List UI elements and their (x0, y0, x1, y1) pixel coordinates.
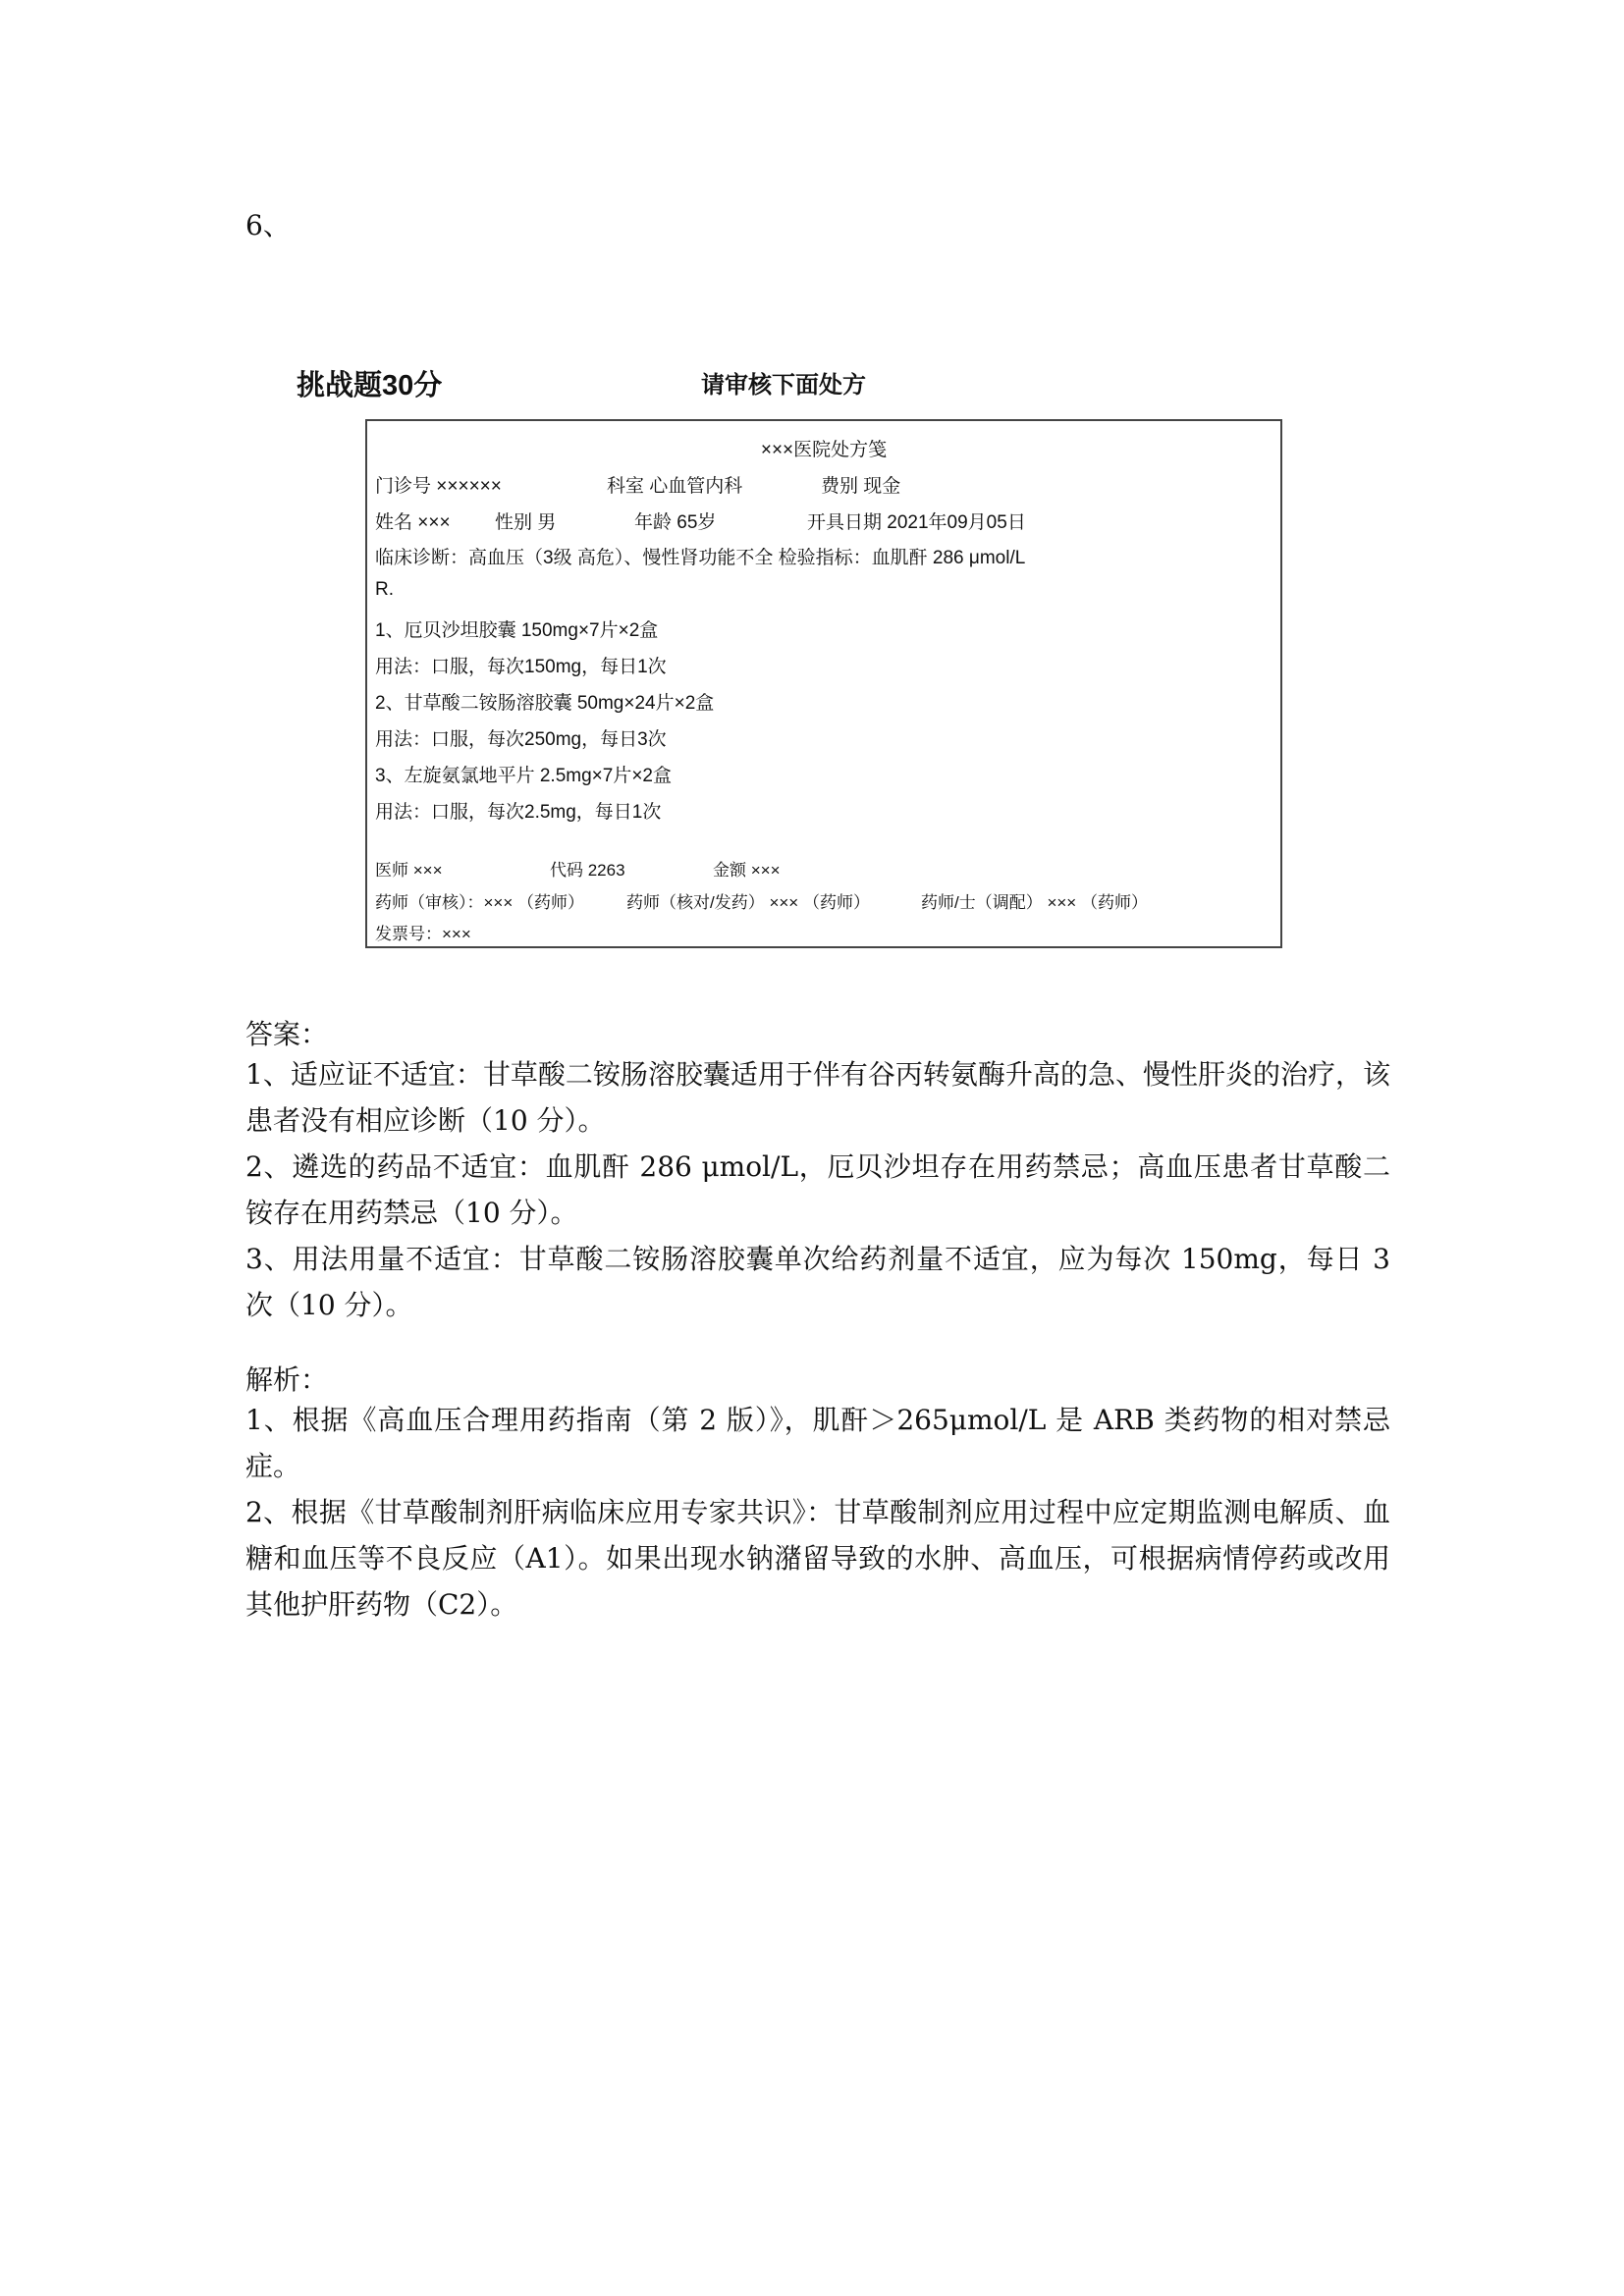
hospital-header: ×××医院处方笺 (760, 440, 888, 460)
fee-type: 费别 现金 (821, 476, 901, 497)
drug-1-usage: 用法：口服，每次150mg，每日1次 (375, 657, 667, 677)
patient-sex: 性别 男 (495, 512, 557, 533)
drug-3-usage: 用法：口服，每次2.5mg，每日1次 (375, 802, 662, 823)
drug-2-usage: 用法：口服，每次250mg，每日3次 (375, 729, 667, 750)
department: 科室 心血管内科 (607, 476, 743, 497)
pharmacist-review: 药师（审核）：××× （药师） (375, 893, 585, 912)
outpatient-number: 门诊号 ×××××× (375, 476, 502, 497)
analysis-heading: 解析： (245, 1363, 329, 1396)
review-title: 请审核下面处方 (701, 372, 866, 399)
drug-3-name: 3、左旋氨氯地平片 2.5mg×7片×2盒 (375, 766, 672, 786)
clinical-diagnosis: 临床诊断：高血压（3级 高危）、慢性肾功能不全 检验指标：血肌酐 286 μmol/L (375, 548, 1026, 568)
patient-age: 年龄 65岁 (634, 512, 717, 533)
answer-heading: 答案： (245, 1018, 329, 1050)
doctor: 医师 ××× (375, 861, 443, 880)
drug-1-name: 1、厄贝沙坦胶囊 150mg×7片×2盒 (375, 620, 659, 641)
answer-item-1: 1、适应证不适宜：甘草酸二铵肠溶胶囊适用于伴有谷丙转氨酶升高的急、慢性肝炎的治疗，该患者没有相应诊断（10 分）。 (245, 1058, 1390, 1137)
invoice-number: 发票号：××× (375, 925, 471, 943)
doctor-code: 代码 2263 (550, 861, 625, 880)
pharmacist-check: 药师（核对/发药） ××× （药师） (626, 893, 870, 912)
pharmacist-dispense: 药师/士（调配） ××× （药师） (921, 893, 1148, 912)
issue-date: 开具日期 2021年09月05日 (807, 512, 1026, 533)
challenge-title: 挑战题30分 (297, 370, 443, 401)
rx-symbol: R. (375, 579, 394, 600)
question-number: 6、 (245, 209, 291, 241)
patient-name: 姓名 ××× (375, 512, 451, 533)
amount: 金额 ××× (713, 861, 781, 880)
prescription-form (365, 419, 1282, 948)
answer-item-2: 2、遴选的药品不适宜：血肌酐 286 μmol/L，厄贝沙坦存在用药禁忌；高血压患者甘草酸二铵存在用药禁忌（10 分）。 (245, 1150, 1390, 1229)
analysis-item-2: 2、根据《甘草酸制剂肝病临床应用专家共识》：甘草酸制剂应用过程中应定期监测电解质、血糖和血压等不良反应（A1）。如果出现水钠潴留导致的水肿、高血压，可根据病情停药或改用其他护肝药物（C2）。 (245, 1496, 1390, 1621)
answer-item-3: 3、用法用量不适宜：甘草酸二铵肠溶胶囊单次给药剂量不适宜，应为每次 150mg，每日 3 次（10 分）。 (245, 1243, 1390, 1321)
analysis-item-1: 1、根据《高血压合理用药指南（第 2 版）》，肌酐＞265μmol/L 是 ARB 类药物的相对禁忌症。 (245, 1404, 1390, 1482)
drug-2-name: 2、甘草酸二铵肠溶胶囊 50mg×24片×2盒 (375, 693, 715, 714)
